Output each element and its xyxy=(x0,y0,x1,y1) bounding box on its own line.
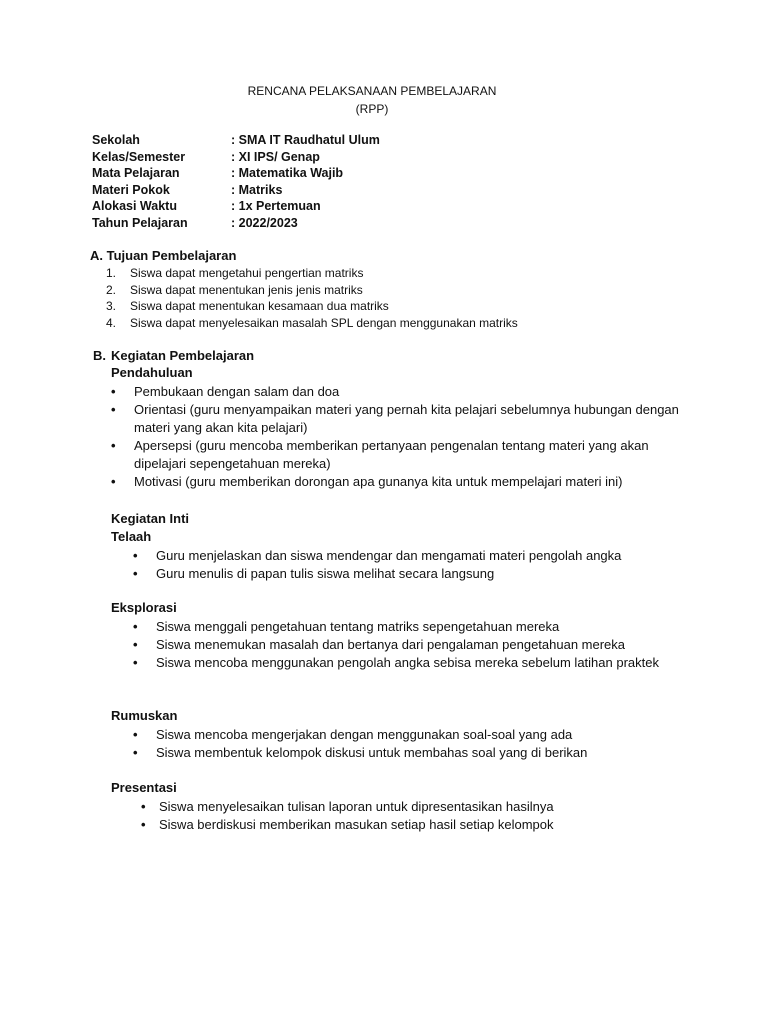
list-item xyxy=(111,816,691,834)
item-text: Orientasi (guru menyampaikan materi yang pernah kita pelajari sebelumnya hubungan dengan materi yang akan kita pelajari) xyxy=(134,402,679,435)
list-item xyxy=(111,437,691,473)
info-label: Alokasi Waktu xyxy=(92,199,177,213)
info-row xyxy=(92,216,380,233)
bullet-list xyxy=(111,726,691,762)
bullet-icon xyxy=(141,816,159,834)
item-text: Siswa mencoba mengerjakan dengan menggunakan soal-soal yang ada xyxy=(156,727,573,742)
bullet-icon xyxy=(133,636,156,654)
bullet-icon xyxy=(133,654,156,672)
item-text: Siswa dapat menentukan jenis jenis matriks xyxy=(130,282,363,297)
list-item xyxy=(90,299,518,316)
subsection-heading: Kegiatan Inti xyxy=(111,511,190,526)
subsection-heading: Pendahuluan xyxy=(111,365,193,380)
list-item xyxy=(90,283,518,300)
bullet-list xyxy=(111,383,691,491)
item-text: Pembukaan dengan salam dan doa xyxy=(134,384,340,399)
info-value: : 1x Pertemuan xyxy=(231,199,321,213)
bullet-icon xyxy=(111,383,134,401)
info-label: Sekolah xyxy=(92,133,140,147)
item-number: 2. xyxy=(105,282,116,297)
section-heading-text: Kegiatan Pembelajaran xyxy=(111,348,255,363)
subsection-presentasi xyxy=(111,780,691,834)
document-title: RENCANA PELAKSANAAN PEMBELAJARAN xyxy=(247,84,497,98)
subsection-rumuskan xyxy=(111,708,691,762)
info-label: Tahun Pelajaran xyxy=(92,215,188,230)
item-text: Siswa menyelesaikan tulisan laporan untuk dipresentasikan hasilnya xyxy=(159,799,554,814)
list-item xyxy=(111,401,691,437)
identity-table xyxy=(92,133,380,232)
list-item xyxy=(111,744,691,762)
item-text: Siswa membentuk kelompok diskusi untuk membahas soal yang di berikan xyxy=(156,745,588,760)
info-label: Kelas/Semester xyxy=(92,149,186,164)
subsection-heading: Rumuskan xyxy=(111,708,178,723)
section-kegiatan xyxy=(93,348,254,366)
list-item xyxy=(111,726,691,744)
list-item xyxy=(111,473,691,491)
objective-list xyxy=(90,266,518,332)
list-item xyxy=(111,618,691,636)
bullet-icon xyxy=(133,618,156,636)
section-heading: A. Tujuan Pembelajaran xyxy=(90,248,237,263)
bullet-icon xyxy=(111,401,134,437)
subsection-pendahuluan xyxy=(111,365,691,491)
section-heading xyxy=(93,348,254,366)
bullet-icon xyxy=(141,798,159,816)
info-value: : 2022/2023 xyxy=(231,215,298,230)
info-row xyxy=(92,150,380,167)
item-text: Siswa dapat mengetahui pengertian matriks xyxy=(130,266,364,280)
subsection-heading-telaah: Telaah xyxy=(111,529,152,544)
item-text: Apersepsi (guru mencoba memberikan pertanyaan pengenalan tentang materi yang akan dipelajari sepengetahuan mereka) xyxy=(134,438,649,471)
item-number: 3. xyxy=(105,299,116,313)
item-text: Siswa mencoba menggunakan pengolah angka sebisa mereka sebelum latihan praktek xyxy=(156,655,659,670)
item-text: Guru menjelaskan dan siswa mendengar dan mengamati materi pengolah angka xyxy=(156,548,622,563)
item-text: Siswa menggali pengetahuan tentang matriks sepengetahuan mereka xyxy=(156,619,560,634)
item-text: Siswa menemukan masalah dan bertanya dari pengalaman pengetahuan mereka xyxy=(156,637,626,652)
document-subtitle: (RPP) xyxy=(355,102,389,116)
item-text: Siswa berdiskusi memberikan masukan setiap hasil setiap kelompok xyxy=(159,817,554,832)
info-row xyxy=(92,183,380,200)
info-label: Materi Pokok xyxy=(92,182,170,197)
info-label: Mata Pelajaran xyxy=(92,166,180,180)
section-tujuan xyxy=(90,248,518,332)
item-text: Siswa dapat menyelesaikan masalah SPL dengan menggunakan matriks xyxy=(130,315,518,330)
item-text: Guru menulis di papan tulis siswa melihat secara langsung xyxy=(156,566,495,581)
list-item xyxy=(111,636,691,654)
info-row xyxy=(92,166,380,183)
info-value: : SMA IT Raudhatul Ulum xyxy=(231,133,380,147)
item-number: 1. xyxy=(105,266,116,280)
subsection-kegiatan-inti xyxy=(111,511,691,583)
item-text: Siswa dapat menentukan kesamaan dua matriks xyxy=(130,299,389,313)
bullet-list xyxy=(111,618,691,672)
bullet-icon xyxy=(133,547,156,565)
list-item xyxy=(111,798,691,816)
info-value: : XI IPS/ Genap xyxy=(231,149,320,164)
bullet-icon xyxy=(133,744,156,762)
bullet-list xyxy=(111,798,691,834)
bullet-icon xyxy=(133,726,156,744)
info-value: : Matematika Wajib xyxy=(231,166,344,180)
subsection-heading: Eksplorasi xyxy=(111,600,177,615)
bullet-icon xyxy=(111,473,134,491)
list-item xyxy=(90,316,518,333)
section-letter: B. xyxy=(93,348,106,363)
info-value: : Matriks xyxy=(231,182,283,197)
list-item xyxy=(90,266,518,283)
bullet-icon xyxy=(133,565,156,583)
item-text: Motivasi (guru memberikan dorongan apa gunanya kita untuk mempelajari materi ini) xyxy=(134,474,623,489)
subsection-heading: Presentasi xyxy=(111,780,177,795)
info-row xyxy=(92,199,380,216)
item-number: 4. xyxy=(105,315,116,330)
bullet-icon xyxy=(111,437,134,473)
info-row xyxy=(92,133,380,150)
list-item xyxy=(111,547,691,565)
list-item xyxy=(111,654,691,672)
list-item xyxy=(111,565,691,583)
list-item xyxy=(111,383,691,401)
subsection-eksplorasi xyxy=(111,600,691,672)
bullet-list xyxy=(111,547,691,583)
